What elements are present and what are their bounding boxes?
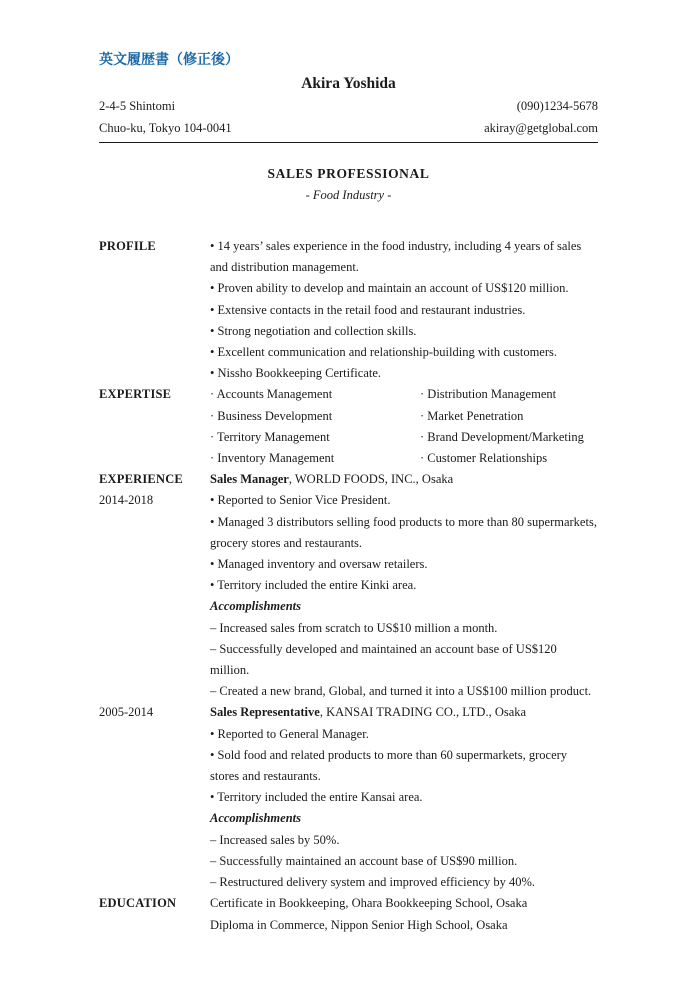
bullet-item: • 14 years’ sales experience in the food industry, including 4 years of sales and distribution management.	[210, 239, 582, 275]
section-label: EDUCATION	[99, 896, 177, 911]
bullet-item: • Territory included the entire Kansai area.	[210, 790, 423, 805]
address-line-2: Chuo-ku, Tokyo 104-0041	[99, 121, 232, 135]
education-item: Certificate in Bookkeeping, Ohara Bookkeeping School, Osaka	[210, 896, 528, 911]
accomplishments-heading: Accomplishments	[210, 811, 301, 826]
section-content-column	[210, 893, 598, 935]
expertise-item-left: · Accounts Management	[210, 387, 333, 402]
bullet-item: • Extensive contacts in the retail food and restaurant industries.	[210, 302, 526, 317]
section	[99, 236, 598, 384]
section-label-column	[99, 469, 210, 702]
section	[99, 469, 598, 702]
header	[99, 73, 598, 143]
bullet-item: • Managed 3 distributors selling food products to more than 80 supermarkets, grocery stores and restaurants.	[210, 514, 597, 550]
phone-number: (090)1234-5678	[516, 99, 598, 113]
expertise-row	[210, 427, 598, 448]
accomplishment-item: – Successfully developed and maintained an account base of US$120 million.	[210, 641, 557, 678]
doc-label: 英文履歴書（修正後）	[99, 51, 239, 67]
section-label: EXPERIENCE	[99, 472, 183, 487]
section	[99, 384, 598, 469]
job-title-role: Sales Representative	[210, 705, 320, 720]
bullet-item: • Sold food and related products to more than 60 supermarkets, grocery stores and restaurants.	[210, 747, 568, 784]
section-label-column	[99, 236, 210, 384]
resume-subtitle: - Food Industry -	[305, 188, 392, 202]
expertise-row	[210, 448, 598, 469]
section	[99, 702, 598, 893]
section-date: 2005-2014	[99, 705, 154, 720]
accomplishment-item: – Successfully maintained an account base of US$90 million.	[210, 853, 518, 868]
section-label-column	[99, 893, 210, 935]
section-label: PROFILE	[99, 239, 156, 253]
expertise-row	[210, 406, 598, 427]
job-title-company: , KANSAI TRADING CO., LTD., Osaka	[319, 705, 527, 720]
section-content-column	[210, 702, 598, 893]
expertise-item-right: · Market Penetration	[420, 408, 524, 423]
bullet-item: • Excellent communication and relationship-building with customers.	[210, 345, 558, 360]
expertise-item-left: · Inventory Management	[210, 451, 335, 466]
expertise-item-left: · Business Development	[210, 408, 333, 423]
resume-title: SALES PROFESSIONAL	[267, 166, 430, 181]
section-label: EXPERTISE	[99, 387, 172, 402]
bullet-item: • Proven ability to develop and maintain an account of US$120 million.	[210, 281, 569, 296]
person-name: Akira Yoshida	[301, 75, 396, 92]
expertise-item-right: · Distribution Management	[420, 387, 557, 402]
accomplishment-item: – Increased sales from scratch to US$10 million a month.	[210, 620, 498, 635]
sections	[99, 236, 598, 936]
bullet-item: • Reported to General Manager.	[210, 726, 369, 741]
section	[99, 893, 598, 935]
job-title-role: Sales Manager	[210, 472, 289, 487]
section-content-column	[210, 236, 598, 384]
address-line-1: 2-4-5 Shintomi	[99, 99, 176, 113]
accomplishment-item: – Increased sales by 50%.	[210, 832, 340, 847]
email-address: akiray@getglobal.com	[484, 121, 598, 135]
job-title-company: , WORLD FOODS, INC., Osaka	[288, 472, 454, 487]
section-label-column	[99, 384, 210, 469]
bullet-item: • Strong negotiation and collection skills.	[210, 323, 417, 338]
section-content-column	[210, 469, 598, 702]
bullet-item: • Territory included the entire Kinki area.	[210, 578, 417, 593]
section-date: 2014-2018	[99, 493, 154, 508]
section-label-column	[99, 702, 210, 893]
section-content-column	[210, 384, 598, 469]
title-block	[99, 163, 598, 206]
bullet-item: • Reported to Senior Vice President.	[210, 493, 391, 508]
accomplishment-item: – Restructured delivery system and improved efficiency by 40%.	[210, 875, 536, 890]
expertise-item-right: · Brand Development/Marketing	[420, 429, 584, 444]
bullet-item: • Nissho Bookkeeping Certificate.	[210, 366, 382, 381]
accomplishment-item: – Created a new brand, Global, and turned it into a US$100 million product.	[210, 684, 592, 699]
job-title	[210, 702, 598, 723]
expertise-item-left: · Territory Management	[210, 429, 330, 444]
contact-row-2	[99, 117, 598, 139]
expertise-row	[210, 384, 598, 405]
contact-row-1	[99, 95, 598, 117]
education-item: Diploma in Commerce, Nippon Senior High School, Osaka	[210, 917, 508, 932]
expertise-item-right: · Customer Relationships	[420, 451, 548, 466]
accomplishments-heading: Accomplishments	[210, 599, 301, 614]
job-title	[210, 469, 598, 490]
bullet-item: • Managed inventory and oversaw retailers.	[210, 557, 428, 572]
